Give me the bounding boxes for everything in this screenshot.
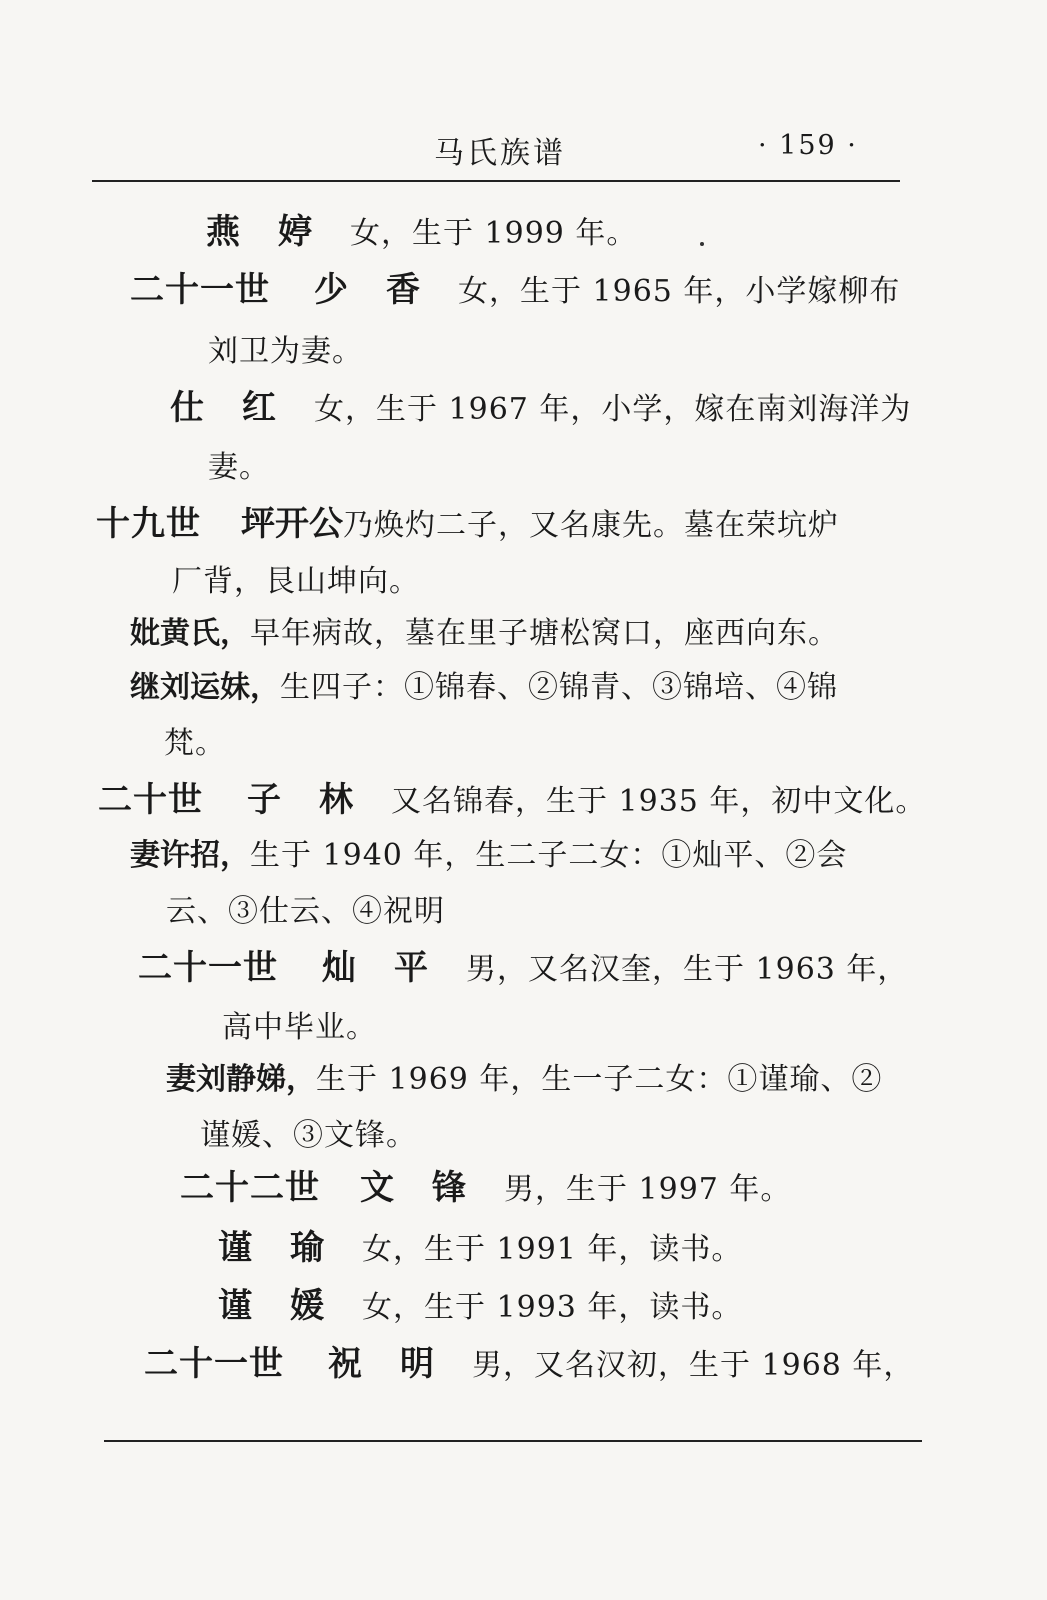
entry-line [218,1286,742,1328]
entry-text: 谨媛、③文锋。 [200,1118,417,1153]
entry-line [180,1168,791,1210]
person-name: 子林 [247,780,391,820]
entry-text: 女，生于 1999 年。 [350,216,638,251]
entry-line [208,446,270,488]
footer-rule [104,1440,922,1442]
page-title: 马氏族谱 [434,136,566,171]
person-name: 祝明 [328,1344,472,1384]
entry-text: 乃焕灼二子，又名康先。墓在荣坑炉 [343,508,839,543]
person-name: 灿平 [322,948,466,988]
entry-line [206,212,637,254]
scan-speck [700,242,704,246]
entry-text: 生四子：①锦春、②锦青、③锦培、④锦 [280,670,838,705]
entry-text: 又名锦春，生于 1935 年，初中文化。 [391,784,927,819]
entry-text: 妻。 [208,450,270,485]
entry-line [98,780,926,822]
entry-line [96,504,839,546]
entry-line [166,1058,882,1100]
person-name: 仕红 [170,388,314,428]
spouse-name: 妻刘静娣， [166,1062,316,1097]
entry-text: 生于 1969 年，生一子二女：①谨瑜、② [316,1062,883,1097]
entry-text: 梵。 [164,726,226,761]
entry-text: 生于 1940 年，生二子二女：①灿平、②会 [250,838,848,873]
entry-line [170,388,911,430]
entry-line [130,612,839,654]
entry-line [166,890,445,932]
entry-line [138,948,908,990]
entry-text: 厂背，艮山坤向。 [172,564,420,599]
person-name: 谨媛 [218,1286,362,1326]
person-name: 坪开公 [241,504,343,544]
entry-line [130,270,900,312]
entry-line [218,1228,742,1270]
entry-text: 早年病故，墓在里子塘松窝口，座西向东。 [250,616,839,651]
entry-text: 高中毕业。 [222,1010,377,1045]
generation-label: 二十二世 [180,1168,320,1208]
entry-line [222,1006,377,1048]
generation-label: 二十一世 [138,948,278,988]
entry-text: 女，生于 1993 年，读书。 [362,1290,743,1325]
entry-line [208,330,363,372]
generation-label: 二十一世 [130,270,270,310]
entry-line [144,1344,914,1386]
entry-text: 女，生于 1965 年，小学嫁柳布 [458,274,901,309]
entry-line [200,1114,417,1156]
spouse-name: 妣黄氏， [130,616,250,651]
entry-text: 云、③仕云、④祝明 [166,894,445,929]
entry-text: 男，又名汉奎，生于 1963 年， [466,952,909,987]
spouse-name: 继刘运妹， [130,670,280,705]
entry-text: 刘卫为妻。 [208,334,363,369]
spouse-name: 妻许招， [130,838,250,873]
entry-line [172,560,420,602]
person-name: 燕婷 [206,212,350,252]
person-name: 谨瑜 [218,1228,362,1268]
entry-text: 女，生于 1991 年，读书。 [362,1232,743,1267]
header-rule [92,180,900,182]
entry-line [164,722,226,764]
entry-text: 女，生于 1967 年，小学，嫁在南刘海洋为 [314,392,912,427]
person-name: 少香 [314,270,458,310]
generation-label: 十九世 [96,504,201,544]
entry-text: 男，又名汉初，生于 1968 年， [472,1348,915,1383]
entry-line [130,666,838,708]
entry-line [130,834,847,876]
generation-label: 二十一世 [144,1344,284,1384]
generation-label: 二十世 [98,780,203,820]
entry-text: 男，生于 1997 年。 [504,1172,792,1207]
person-name: 文锋 [360,1168,504,1208]
page-number: · 159 · [758,130,858,161]
